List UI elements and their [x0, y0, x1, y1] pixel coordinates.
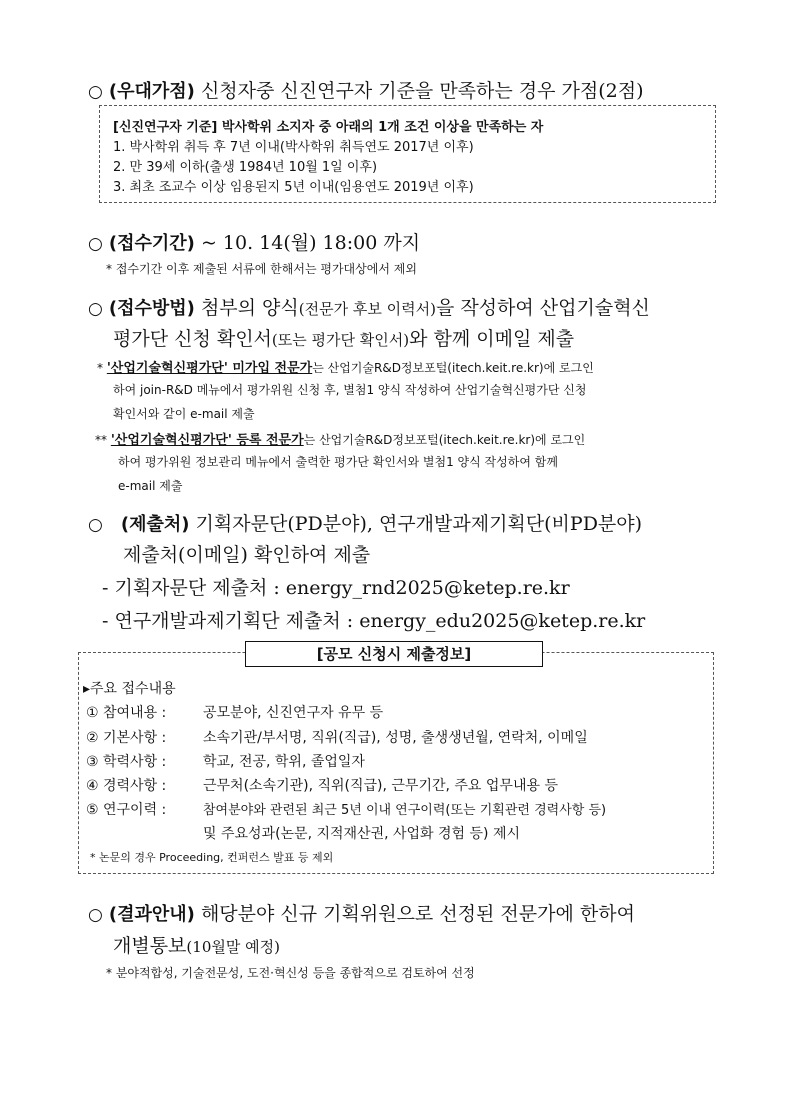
method-note-line: 하여 join-R&D 메뉴에서 평가위원 신청 후, 별첨1 양식 작성하여 산업기술혁신평가단 신청: [113, 383, 587, 397]
section-method-line2: 평가단 신청 확인서(또는 평가단 확인서)와 함께 이메일 제출: [113, 328, 575, 350]
info-row-label: ② 기본사항 :: [86, 730, 167, 746]
period-note: * 접수기간 이후 제출된 서류에 한해서는 평가대상에서 제외: [106, 262, 417, 276]
circle-bullet-icon: ○: [88, 515, 103, 535]
section-text: ~ 10. 14(월) 18:00 까지: [194, 232, 421, 254]
criteria-item: 1. 박사학위 취득 후 7년 이내(박사학위 취득연도 2017년 이후): [113, 140, 474, 155]
circle-bullet-icon: ○: [88, 82, 103, 102]
method-note-line: 확인서와 같이 e-mail 제출: [113, 407, 255, 421]
criteria-item: 3. 최초 조교수 이상 임용된지 5년 이내(임용연도 2019년 이후): [113, 180, 474, 195]
section-preference: [88, 76, 644, 103]
submission-info-head: ▸주요 접수내용: [83, 681, 176, 697]
info-note: * 논문의 경우 Proceeding, 컨퍼런스 발표 등 제외: [90, 851, 334, 864]
section-title: (접수기간): [108, 233, 195, 254]
section-title: (제출처): [120, 514, 190, 535]
section-period: [88, 228, 420, 255]
section-text: 신청자중 신진연구자 기준을 만족하는 경우 가점(2점): [194, 80, 644, 102]
info-row-value: 근무처(소속기관), 직위(직급), 근무기간, 주요 업무내용 등: [203, 778, 558, 794]
circle-bullet-icon: ○: [88, 234, 103, 254]
section-title: (결과안내): [108, 904, 195, 925]
submission-email-rnd: - 연구개발과제기획단 제출처 : energy_edu2025@ketep.re.kr: [102, 610, 646, 632]
section-result-line2: 개별통보(10월말 예정): [113, 935, 280, 957]
info-row-label: ① 참여내용 :: [86, 705, 167, 721]
criteria-item: 2. 만 39세 이하(출생 1984년 10월 1일 이후): [113, 160, 378, 175]
section-title: (우대가점): [108, 81, 195, 102]
submission-info-title: [공모 신청시 제출정보]: [245, 641, 543, 667]
method-note-unregistered: * '산업기술혁신평가단' 미가입 전문가는 산업기술R&D정보포털(itech.keit.re.kr)에 로그인: [97, 361, 594, 376]
method-note-registered: ** '산업기술혁신평가단' 등록 전문가는 산업기술R&D정보포털(itech.keit.re.kr)에 로그인: [95, 433, 586, 448]
info-row-value: 학교, 전공, 학위, 졸업일자: [203, 754, 365, 770]
info-row-label: ⑤ 연구이력 :: [86, 802, 167, 818]
info-row-label: ③ 학력사항 :: [86, 754, 167, 770]
result-note: * 분야적합성, 기술전문성, 도전·혁신성 등을 종합적으로 검토하여 선정: [106, 966, 475, 980]
section-submission-line2: 제출처(이메일) 확인하여 제출: [123, 544, 371, 566]
circle-bullet-icon: ○: [88, 905, 103, 925]
section-method: ○ (접수방법) 첨부의 양식(전문가 후보 이력서)을 작성하여 산업기술혁신: [88, 297, 650, 319]
method-note-line: 하여 평가위원 정보관리 메뉴에서 출력한 평가단 확인서와 별첨1 양식 작성하여 함께: [118, 455, 558, 469]
info-row-label: ④ 경력사항 :: [86, 778, 167, 794]
circle-bullet-icon: ○: [88, 299, 103, 319]
submission-email-planning: - 기획자문단 제출처 : energy_rnd2025@ketep.re.kr: [102, 577, 570, 599]
info-row-value: 소속기관/부서명, 직위(직급), 성명, 출생생년월, 연락처, 이메일: [203, 730, 588, 746]
criteria-heading: [신진연구자 기준] 박사학위 소지자 중 아래의 1개 조건 이상을 만족하는 자: [113, 120, 544, 135]
info-row-value: 참여분야와 관련된 최근 5년 이내 연구이력(또는 기획관련 경력사항 등): [203, 803, 607, 818]
section-result: ○ (결과안내) 해당분야 신규 기획위원으로 선정된 전문가에 한하여: [88, 903, 635, 925]
section-title: (접수방법): [108, 298, 195, 319]
info-row-cont: 및 주요성과(논문, 지적재산권, 사업화 경험 등) 제시: [203, 826, 521, 842]
info-row-value: 공모분야, 신진연구자 유무 등: [203, 705, 384, 721]
section-submission: ○ (제출처) 기획자문단(PD분야), 연구개발과제기획단(비PD분야): [88, 513, 643, 535]
method-note-line: e-mail 제출: [118, 479, 183, 493]
